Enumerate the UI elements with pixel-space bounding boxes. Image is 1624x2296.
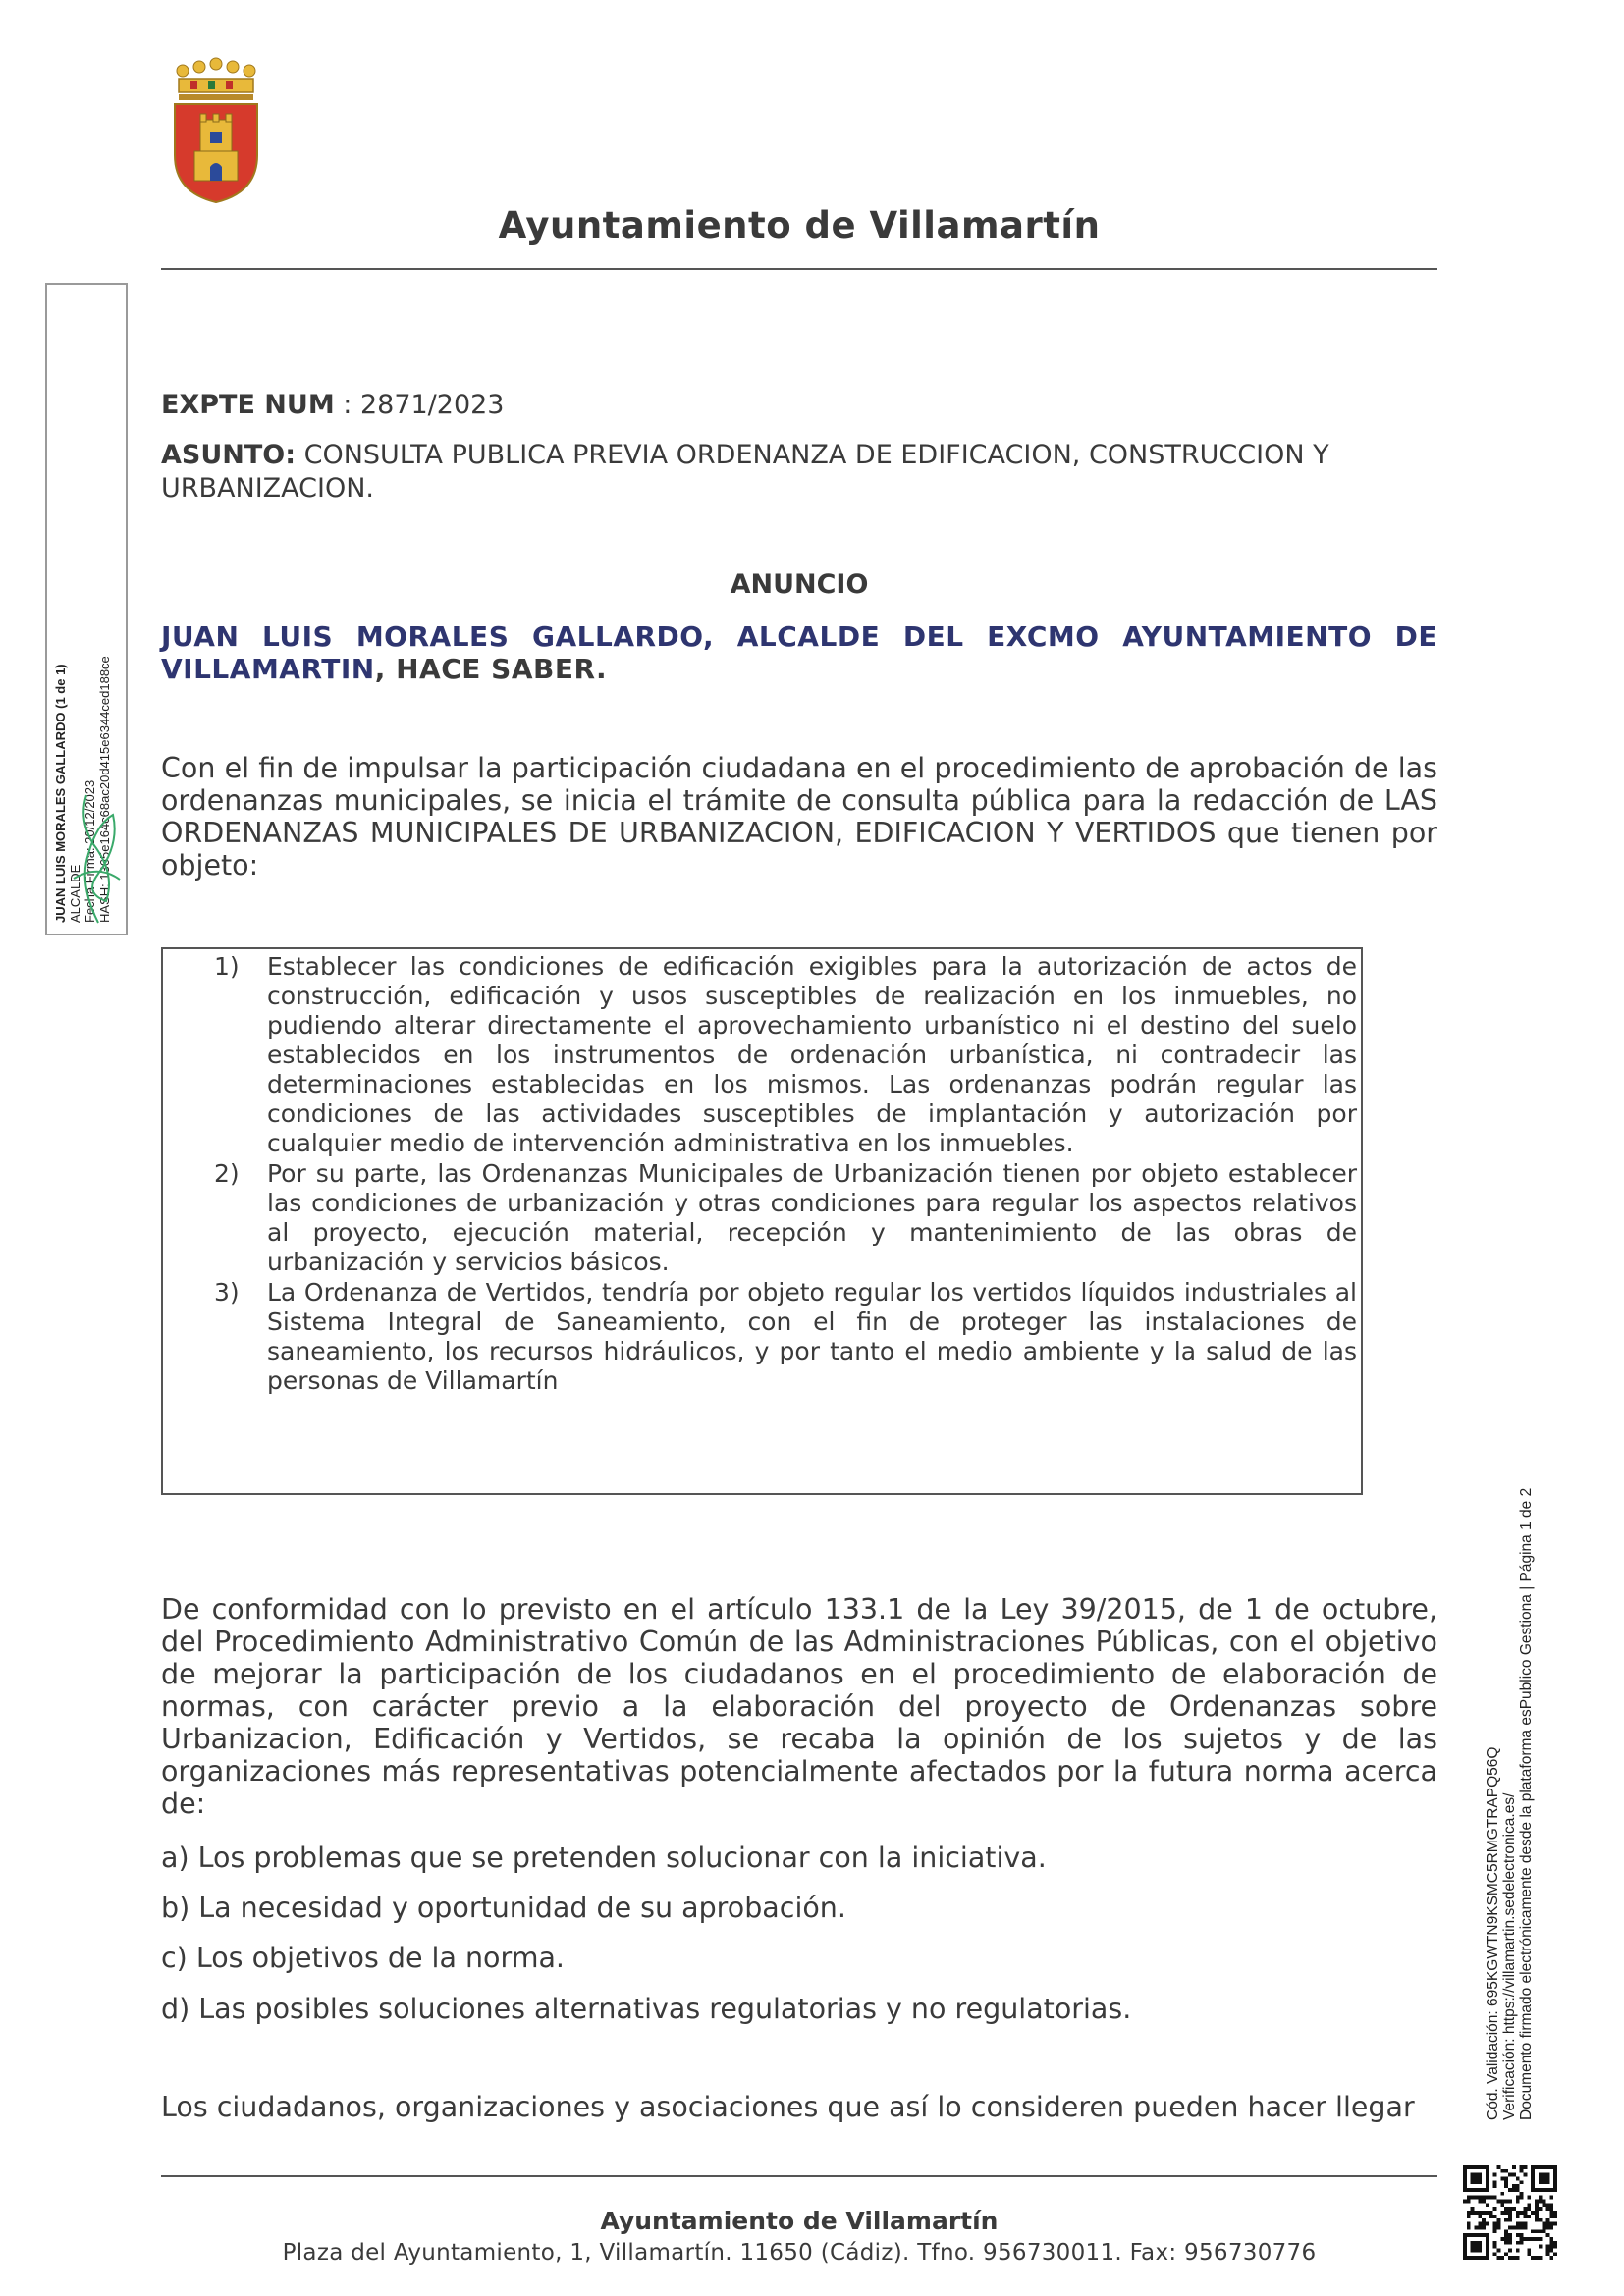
- signer-role: ALCALDE: [68, 864, 82, 923]
- footer-divider: [161, 2175, 1437, 2177]
- signer-name: JUAN LUIS MORALES GALLARDO (1 de 1): [53, 664, 68, 923]
- footer-address: Plaza del Ayuntamiento, 1, Villamartín. 11650 (Cádiz). Tfno. 956730011. Fax: 956730776: [282, 2240, 1317, 2266]
- coat-of-arms-logo: [169, 57, 263, 204]
- validation-info: [1485, 1433, 1535, 2120]
- asunto: ASUNTO: CONSULTA PUBLICA PREVIA ORDENANZA DE EDIFICACION, CONSTRUCCION Y URBANIZACION.: [161, 440, 1329, 504]
- announcement-heading: ANUNCIO: [730, 569, 869, 600]
- mayor-statement: JUAN LUIS MORALES GALLARDO, ALCALDE DEL EXCMO AYUNTAMIENTO DE VILLAMARTIN, HACE SABER.: [161, 620, 1437, 685]
- organization-title: Ayuntamiento de Villamartín: [498, 204, 1101, 246]
- consultation-point: c) Los objetivos de la norma.: [161, 1942, 565, 1974]
- signature-hash: HASH: 1365e164c68ac20d415e6344ced188ce: [97, 656, 112, 923]
- handwritten-signature: [59, 785, 128, 933]
- intro-paragraph: Con el fin de impulsar la participación ciudadana en el procedimiento de aprobación de las ordenanzas municipales, se inicia el trámite de consulta pública para la redacción de LAS ORDENANZAS MUNICIPALES DE URBANIZACION, EDIFICACION Y VERTIDOS que tienen por objeto:: [161, 752, 1437, 881]
- header-divider: [161, 268, 1437, 270]
- footer-organization: Ayuntamiento de Villamartín: [600, 2207, 999, 2235]
- validation-code: Cód. Validación: 695KGWTN9KSMC5RMGTRAPQ56Q: [1485, 1746, 1501, 2120]
- qr-code-icon: [1463, 2165, 1557, 2260]
- conformidad-paragraph: De conformidad con lo previsto en el artículo 133.1 de la Ley 39/2015, de 1 de octubre, del Procedimiento Administrativo Común de las Administraciones Públicas, con el objetivo de mejorar la participación de los ciudadanos en el procedimiento de elaboración de normas, con carácter previo a la elaboración del proyecto de Ordenanzas sobre Urbanizacion, Edificación y Vertidos, se recaba la opinión de los sujetos y de las organizaciones más representativas potencialmente afectados por la futura norma acerca de:: [161, 1593, 1437, 1820]
- signed-document-note: Documento firmado electrónicamente desde la plataforma esPublico Gestiona | Página 1 de 2: [1518, 1487, 1535, 2120]
- consultation-point: b) La necesidad y oportunidad de su aprobación.: [161, 1892, 846, 1924]
- signature-date: Fecha Firma: 20/12/2023: [82, 779, 97, 923]
- consultation-point: a) Los problemas que se pretenden solucionar con la iniciativa.: [161, 1842, 1047, 1874]
- consultation-point: d) Las posibles soluciones alternativas regulatorias y no regulatorias.: [161, 1993, 1132, 2025]
- expediente-number: EXPTE NUM : 2871/2023: [161, 390, 505, 420]
- closing-paragraph: Los ciudadanos, organizaciones y asociaciones que así lo consideren pueden hacer llegar: [161, 2091, 1415, 2123]
- verification-url[interactable]: Verificación: https://villamartin.sedelectronica.es/: [1501, 1792, 1518, 2120]
